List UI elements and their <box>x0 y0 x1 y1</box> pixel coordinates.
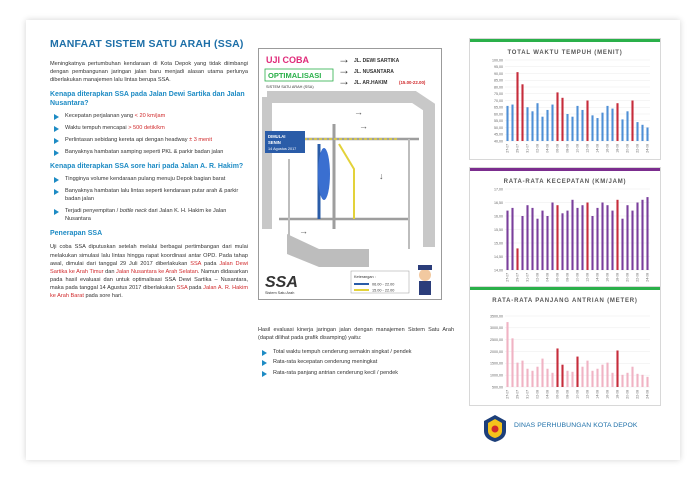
chart-travel-time <box>469 38 661 160</box>
chart-bar <box>631 101 633 142</box>
badge-text: SENIN <box>268 140 281 145</box>
y-tick-label: 3500,00 <box>490 314 503 319</box>
chart-bar <box>506 106 508 141</box>
map-optimalisasi: OPTIMALISASI <box>268 71 322 80</box>
para-text: pada <box>201 260 220 267</box>
list-item: Banyaknya hambatan lalu lintas seperti kendaraan putar arah & parkir badan jalan <box>50 188 248 204</box>
chart-bar <box>566 114 568 141</box>
chart-bar <box>596 369 598 387</box>
chart-bar <box>581 110 583 141</box>
chart-bar <box>646 128 648 142</box>
chart-bar <box>641 375 643 387</box>
chart-bar <box>556 348 558 387</box>
chart-bar <box>576 357 578 387</box>
chart-bar <box>546 110 548 141</box>
chart-bar <box>631 211 633 270</box>
x-tick-label: 31-07 <box>525 144 530 153</box>
y-tick-label: 16,00 <box>494 214 503 219</box>
x-tick-label: 04-08 <box>545 144 550 153</box>
chart-bar <box>531 371 533 387</box>
y-tick-label: 90,00 <box>494 71 503 76</box>
chart-bar <box>591 371 593 387</box>
page-title: MANFAAT SISTEM SATU ARAH (SSA) <box>50 38 244 50</box>
chart-bar <box>531 208 533 270</box>
officer-icon <box>419 281 431 295</box>
x-tick-label: 18-08 <box>615 390 620 399</box>
para-highlight: Jalan Dewi Sartika ke Arah Timur <box>50 260 248 275</box>
bullet-text: Waktu tempuh mencapai <box>65 125 129 132</box>
chart-bar <box>511 105 513 141</box>
chart-bar <box>611 211 613 270</box>
x-tick-label: 29-07 <box>515 273 520 282</box>
chart-bar <box>531 111 533 141</box>
arrow-icon: → <box>338 63 350 77</box>
x-tick-label: 24-08 <box>645 390 650 399</box>
para-text: . Namun didasarkan pada hasil evaluasi dan untuk optimalisasi SSA Dewi Sartika – Nusantara, maka pada tanggal 14 Agustus 2017 diberlakukan <box>50 268 248 291</box>
y-tick-label: 2000,00 <box>490 349 503 354</box>
chart-queue <box>469 286 661 406</box>
y-tick-label: 100,00 <box>492 58 503 63</box>
chart-bar <box>646 377 648 387</box>
section3-heading: Penerapan SSA <box>50 230 103 238</box>
bullet-highlight: < 20 km/jam <box>134 113 166 120</box>
chart-bar <box>626 373 628 387</box>
intro-paragraph: Meningkatnya pertumbuhan kendaraan di Kota Depok yang tidak diimbangi dengan pembangunan jaringan jalan baru menjadi alasan utama perlunya diberlakukan manajemen lalu lintas berupa SSA. <box>50 61 248 84</box>
x-tick-label: 08-08 <box>565 390 570 399</box>
road-name: JL. AR.HAKIM <box>354 80 388 86</box>
section1-list <box>50 113 248 156</box>
arrow-icon: → <box>299 226 308 236</box>
x-tick-label: 27-07 <box>505 273 510 282</box>
y-tick-label: 3000,00 <box>490 326 503 331</box>
y-tick-label: 55,00 <box>494 119 503 124</box>
badge-text: 14 Agustus 2017 <box>268 147 297 151</box>
y-tick-label: 45,00 <box>494 132 503 137</box>
bullet-text: Terjadi penyempitan / <box>65 207 120 214</box>
y-tick-label: 1000,00 <box>490 373 503 378</box>
y-tick-label: 1500,00 <box>490 361 503 366</box>
bullet-text: Kecepatan perjalanan yang <box>65 113 135 120</box>
chart-title: TOTAL WAKTU TEMPUH (MENIT) <box>507 50 623 56</box>
chart-bar <box>601 365 603 387</box>
list-item: Banyaknya hambatan samping seperti PKL & parkir badan jalan <box>50 149 248 157</box>
chart-bar <box>616 103 618 141</box>
y-tick-label: 40,00 <box>494 139 503 144</box>
road-time: (15.00-22.00) <box>399 80 426 85</box>
x-tick-label: 24-08 <box>645 273 650 282</box>
chart-bar <box>611 109 613 141</box>
legend-label: 06.00 - 22.00 <box>372 282 395 287</box>
chart-bar <box>591 115 593 141</box>
chart-bar <box>616 200 618 270</box>
x-tick-label: 12-08 <box>585 273 590 282</box>
evaluation-block <box>258 327 454 380</box>
road-shape <box>267 97 429 247</box>
chart-bar <box>536 103 538 141</box>
x-tick-label: 08-08 <box>565 273 570 282</box>
chart-bar <box>571 372 573 387</box>
chart-bar <box>581 205 583 270</box>
chart-bar <box>646 197 648 270</box>
list-item <box>50 137 248 145</box>
chart-bar <box>506 322 508 387</box>
x-tick-label: 22-08 <box>635 273 640 282</box>
chart-bar <box>511 208 513 270</box>
list-item <box>50 125 248 133</box>
chart-bar <box>536 219 538 270</box>
x-tick-label: 06-08 <box>555 390 560 399</box>
x-tick-label: 14-08 <box>595 144 600 153</box>
y-tick-label: 15,50 <box>494 227 503 232</box>
y-tick-label: 15,00 <box>494 241 503 246</box>
para-text: pada <box>187 284 204 291</box>
ssa-logo: SSA <box>265 274 298 291</box>
chart-bar <box>636 122 638 141</box>
chart-bar <box>541 117 543 141</box>
chart-bar <box>526 205 528 270</box>
arrow-icon: → <box>359 121 368 131</box>
arrow-icon: ↓ <box>379 171 384 181</box>
y-tick-label: 14,00 <box>494 268 503 273</box>
section2-list <box>50 176 248 223</box>
list-item <box>50 113 248 121</box>
map-uji-coba: UJI COBA <box>266 55 310 65</box>
left-column <box>50 38 248 306</box>
chart-bar <box>506 211 508 270</box>
chart-bar <box>586 203 588 271</box>
chart-bar <box>616 350 618 387</box>
chart-svg <box>470 42 660 159</box>
chart-bar <box>561 98 563 141</box>
x-tick-label: 20-08 <box>625 273 630 282</box>
y-tick-label: 2500,00 <box>490 338 503 343</box>
y-tick-label: 65,00 <box>494 105 503 110</box>
chart-bar <box>596 118 598 141</box>
list-item: Total waktu tempuh cenderung semakin singkat / pendek <box>258 349 454 357</box>
badge-text: DIMULAI <box>268 134 286 139</box>
chart-bar <box>631 367 633 387</box>
chart-bar <box>561 213 563 270</box>
chart-bar <box>546 369 548 387</box>
road-name: JL. NUSANTARA <box>354 69 394 75</box>
officer-icon <box>418 265 432 270</box>
chart-bar <box>556 92 558 141</box>
chart-bar <box>551 373 553 387</box>
x-tick-label: 08-08 <box>565 144 570 153</box>
x-tick-label: 02-08 <box>535 144 540 153</box>
y-tick-label: 60,00 <box>494 112 503 117</box>
chart-bar <box>521 216 523 270</box>
chart-bar <box>576 208 578 270</box>
chart-bar <box>516 248 518 270</box>
bullet-highlight: > 500 detik/km <box>128 125 165 132</box>
bullet-text: Perlintasan sebidang kereta api dengan headway <box>65 136 190 143</box>
x-tick-label: 04-08 <box>545 390 550 399</box>
list-item: Tingginya volume kendaraan pulang menuju Depok bagian barat <box>50 176 248 184</box>
chart-bar <box>596 208 598 270</box>
ssa-map <box>258 48 442 300</box>
chart-bar <box>566 211 568 270</box>
x-tick-label: 27-07 <box>505 144 510 153</box>
y-tick-label: 16,50 <box>494 200 503 205</box>
chart-bar <box>606 106 608 141</box>
x-tick-label: 12-08 <box>585 390 590 399</box>
lake-shape <box>318 148 330 200</box>
x-tick-label: 18-08 <box>615 273 620 282</box>
y-tick-label: 50,00 <box>494 125 503 130</box>
x-tick-label: 02-08 <box>535 390 540 399</box>
chart-bar <box>571 117 573 141</box>
road-name: JL. DEWI SARTIKA <box>354 58 400 64</box>
chart-bar <box>521 361 523 387</box>
chart-bar <box>551 203 553 271</box>
chart-bar <box>546 216 548 270</box>
para-highlight: Jalan Nusantara ke Arah Selatan <box>116 268 198 275</box>
chart-bar <box>626 205 628 270</box>
x-tick-label: 06-08 <box>555 144 560 153</box>
x-tick-label: 10-08 <box>575 390 580 399</box>
chart-bar <box>586 101 588 142</box>
chart-bar <box>556 205 558 270</box>
legend-title: Keterangan : <box>354 275 376 279</box>
chart-speed <box>469 167 661 289</box>
chart-svg <box>470 171 660 288</box>
chart-bar <box>576 106 578 141</box>
para-highlight: Jalan A. R. Hakim ke Arah Barat <box>50 284 248 300</box>
x-tick-label: 10-08 <box>575 144 580 153</box>
chart-bar <box>621 375 623 387</box>
brochure-page <box>26 20 680 460</box>
arrow-icon: → <box>338 74 350 88</box>
x-tick-label: 10-08 <box>575 273 580 282</box>
chart-bar <box>601 203 603 271</box>
chart-bar <box>521 84 523 141</box>
chart-bar <box>511 338 513 387</box>
y-tick-label: 14,50 <box>494 254 503 259</box>
ssa-logo-sub: Sistem Satu Arah <box>265 291 295 295</box>
chart-bar <box>526 107 528 141</box>
para-text: Uji coba SSA diputuskan setelah melalui berbagai pertimbangan dari mulai melakukan simulasi lalu lintas hingga rapat koordinasi antar OPD. Pada tahap awal, dimulai dari tanggal 29 Juli 2017 diberlakukan <box>50 244 248 267</box>
x-tick-label: 22-08 <box>635 144 640 153</box>
chart-bar <box>541 359 543 387</box>
x-tick-label: 20-08 <box>625 144 630 153</box>
y-tick-label: 95,00 <box>494 65 503 70</box>
chart-bar <box>611 373 613 387</box>
y-tick-label: 75,00 <box>494 92 503 97</box>
para-text: dan <box>103 268 117 275</box>
x-tick-label: 14-08 <box>595 390 600 399</box>
x-tick-label: 31-07 <box>525 273 530 282</box>
map-column <box>258 48 450 300</box>
y-tick-label: 85,00 <box>494 78 503 83</box>
chart-bar <box>621 219 623 270</box>
x-tick-label: 18-08 <box>615 144 620 153</box>
section2-heading: Kenapa diterapkan SSA sore hari pada Jalan A. R. Hakim? <box>50 163 244 171</box>
x-tick-label: 14-08 <box>595 273 600 282</box>
chart-bar <box>571 200 573 270</box>
footer-text: DINAS PERHUBUNGAN KOTA DEPOK <box>514 422 638 429</box>
chart-bar <box>641 200 643 270</box>
chart-bar <box>516 72 518 141</box>
arrow-icon: → <box>338 52 350 66</box>
chart-bar <box>636 203 638 271</box>
chart-svg <box>470 290 660 405</box>
x-tick-label: 29-07 <box>515 390 520 399</box>
x-tick-label: 29-07 <box>515 144 520 153</box>
y-tick-label: 70,00 <box>494 98 503 103</box>
x-tick-label: 04-08 <box>545 273 550 282</box>
x-tick-label: 06-08 <box>555 273 560 282</box>
chart-bar <box>581 367 583 387</box>
bullet-text: dari Jalan K. H. Hakim ke Jalan Nusantara <box>65 207 227 222</box>
list-item: Rata-rata kecepatan cenderung meningkat <box>258 359 454 367</box>
chart-bar <box>606 363 608 387</box>
y-tick-label: 500,00 <box>492 385 503 390</box>
x-tick-label: 31-07 <box>525 390 530 399</box>
legend-label: 15.00 - 22.00 <box>372 288 395 293</box>
chart-bar <box>541 211 543 270</box>
chart-bar <box>586 361 588 387</box>
section3-paragraph <box>50 243 248 300</box>
x-tick-label: 24-08 <box>645 144 650 153</box>
list-item: Rata-rata panjang antrian cenderung kecil / pendek <box>258 370 454 378</box>
officer-icon <box>419 269 431 281</box>
chart-title: RATA-RATA PANJANG ANTRIAN (METER) <box>492 298 638 304</box>
chart-bar <box>601 113 603 141</box>
bullet-italic: bottle neck <box>119 207 147 214</box>
evaluation-list <box>258 349 454 378</box>
x-tick-label: 22-08 <box>635 390 640 399</box>
chart-bar <box>551 105 553 141</box>
dishub-logo-icon <box>480 413 510 443</box>
x-tick-label: 16-08 <box>605 390 610 399</box>
road-shape <box>287 234 369 267</box>
list-item <box>50 208 248 224</box>
chart-bar <box>566 371 568 387</box>
chart-bar <box>561 365 563 387</box>
chart-bar <box>636 374 638 387</box>
section1-heading: Kenapa diterapkan SSA pada Jalan Dewi Sartika dan Jalan Nusantara? <box>50 91 245 108</box>
para-highlight: SSA <box>190 260 202 267</box>
x-tick-label: 16-08 <box>605 144 610 153</box>
ssa-route-yellow <box>339 144 354 219</box>
arrow-icon: → <box>354 107 363 117</box>
x-tick-label: 02-08 <box>535 273 540 282</box>
chart-bar <box>591 216 593 270</box>
chart-bar <box>641 125 643 141</box>
x-tick-label: 16-08 <box>605 273 610 282</box>
y-tick-label: 17,00 <box>494 187 503 192</box>
para-text: pada sore hari. <box>83 293 123 300</box>
chart-bar <box>516 363 518 387</box>
chart-bar <box>606 205 608 270</box>
chart-title: RATA-RATA KECEPATAN (KM/JAM) <box>503 179 627 185</box>
chart-bar <box>526 369 528 387</box>
y-tick-label: 80,00 <box>494 85 503 90</box>
map-illustration <box>259 49 441 299</box>
evaluation-paragraph: Hasil evaluasi kinerja jaringan jalan dengan manajemen Sistem Satu Arah (dapat dilihat pada grafik disamping) yaitu: <box>258 327 454 341</box>
map-subtitle: SISTEM SATU ARAH (SSA) <box>266 85 314 89</box>
bullet-highlight: ± 3 menit <box>189 136 213 143</box>
x-tick-label: 20-08 <box>625 390 630 399</box>
chart-bar <box>536 367 538 387</box>
chart-bar <box>621 119 623 141</box>
x-tick-label: 12-08 <box>585 144 590 153</box>
x-tick-label: 27-07 <box>505 390 510 399</box>
footer <box>476 411 666 441</box>
chart-bar <box>626 111 628 141</box>
para-highlight: SSA <box>176 284 188 291</box>
